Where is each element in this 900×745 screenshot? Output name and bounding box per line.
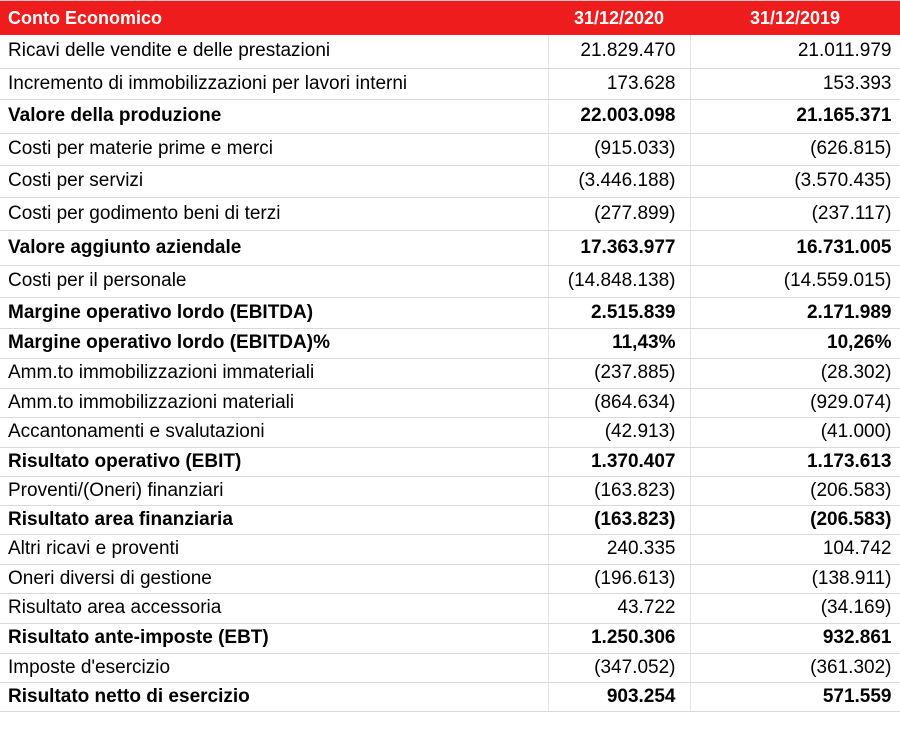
row-value-2020: 11,43% [548, 328, 690, 358]
row-label: Costi per godimento beni di terzi [0, 197, 548, 230]
row-value-2019: 1.173.613 [690, 447, 900, 476]
row-value-2020: (14.848.138) [548, 265, 690, 297]
table-row [0, 417, 900, 447]
row-value-2020: (163.823) [548, 505, 690, 534]
table-row [0, 447, 900, 476]
row-value-2020: (864.634) [548, 388, 690, 417]
row-value-2019: 21.011.979 [690, 35, 900, 68]
row-value-2019: (28.302) [690, 358, 900, 388]
row-value-2019: (206.583) [690, 505, 900, 534]
row-label: Accantonamenti e svalutazioni [0, 417, 548, 447]
table-body [0, 35, 900, 711]
table-row [0, 68, 900, 99]
row-label: Amm.to immobilizzazioni materiali [0, 388, 548, 417]
row-value-2019: 10,26% [690, 328, 900, 358]
header-col-2019: 31/12/2019 [690, 1, 900, 36]
row-value-2019: (626.815) [690, 133, 900, 165]
row-value-2020: 1.250.306 [548, 623, 690, 653]
row-value-2019: (138.911) [690, 564, 900, 593]
row-value-2020: 21.829.470 [548, 35, 690, 68]
row-label: Margine operativo lordo (EBITDA)% [0, 328, 548, 358]
row-value-2020: (3.446.188) [548, 165, 690, 197]
row-value-2020: 173.628 [548, 68, 690, 99]
row-label: Oneri diversi di gestione [0, 564, 548, 593]
table-row [0, 297, 900, 328]
row-value-2019: 932.861 [690, 623, 900, 653]
row-value-2020: (163.823) [548, 476, 690, 505]
table-row [0, 564, 900, 593]
row-value-2020: 2.515.839 [548, 297, 690, 328]
table-row [0, 476, 900, 505]
row-label: Margine operativo lordo (EBITDA) [0, 297, 548, 328]
header-col-2020: 31/12/2020 [548, 1, 690, 36]
row-label: Amm.to immobilizzazioni immateriali [0, 358, 548, 388]
table-row [0, 623, 900, 653]
row-label: Risultato netto di esercizio [0, 682, 548, 711]
row-value-2020: 43.722 [548, 593, 690, 623]
row-value-2019: 153.393 [690, 68, 900, 99]
table-row [0, 197, 900, 230]
row-label: Proventi/(Oneri) finanziari [0, 476, 548, 505]
row-label: Ricavi delle vendite e delle prestazioni [0, 35, 548, 68]
table-row [0, 358, 900, 388]
row-label: Valore della produzione [0, 99, 548, 133]
row-label: Costi per il personale [0, 265, 548, 297]
row-label: Imposte d'esercizio [0, 653, 548, 682]
row-label: Incremento di immobilizzazioni per lavori interni [0, 68, 548, 99]
table-row [0, 99, 900, 133]
row-label: Risultato operativo (EBIT) [0, 447, 548, 476]
table-row [0, 265, 900, 297]
row-value-2020: 240.335 [548, 534, 690, 564]
row-value-2020: (277.899) [548, 197, 690, 230]
table-row [0, 388, 900, 417]
table-row [0, 230, 900, 265]
row-label: Costi per servizi [0, 165, 548, 197]
row-value-2019: 571.559 [690, 682, 900, 711]
row-value-2020: (196.613) [548, 564, 690, 593]
table-row [0, 653, 900, 682]
row-label: Risultato area accessoria [0, 593, 548, 623]
row-label: Risultato ante-imposte (EBT) [0, 623, 548, 653]
row-value-2019: (361.302) [690, 653, 900, 682]
row-value-2019: (929.074) [690, 388, 900, 417]
row-value-2020: 1.370.407 [548, 447, 690, 476]
row-label: Valore aggiunto aziendale [0, 230, 548, 265]
row-value-2019: (34.169) [690, 593, 900, 623]
row-value-2019: 21.165.371 [690, 99, 900, 133]
row-value-2019: (237.117) [690, 197, 900, 230]
row-value-2019: 104.742 [690, 534, 900, 564]
row-value-2019: (3.570.435) [690, 165, 900, 197]
table-row [0, 593, 900, 623]
table-row [0, 505, 900, 534]
header-title: Conto Economico [0, 1, 548, 36]
table-row [0, 534, 900, 564]
row-label: Altri ricavi e proventi [0, 534, 548, 564]
row-value-2020: 903.254 [548, 682, 690, 711]
row-value-2020: (42.913) [548, 417, 690, 447]
row-value-2020: (347.052) [548, 653, 690, 682]
table-row [0, 133, 900, 165]
row-value-2019: (41.000) [690, 417, 900, 447]
table-row [0, 682, 900, 711]
row-label: Costi per materie prime e merci [0, 133, 548, 165]
table-row [0, 328, 900, 358]
row-value-2020: (237.885) [548, 358, 690, 388]
row-value-2019: (206.583) [690, 476, 900, 505]
row-label: Risultato area finanziaria [0, 505, 548, 534]
header-row [0, 1, 900, 36]
row-value-2020: (915.033) [548, 133, 690, 165]
row-value-2020: 17.363.977 [548, 230, 690, 265]
row-value-2019: 16.731.005 [690, 230, 900, 265]
row-value-2020: 22.003.098 [548, 99, 690, 133]
table-row [0, 165, 900, 197]
row-value-2019: (14.559.015) [690, 265, 900, 297]
table-row [0, 35, 900, 68]
row-value-2019: 2.171.989 [690, 297, 900, 328]
